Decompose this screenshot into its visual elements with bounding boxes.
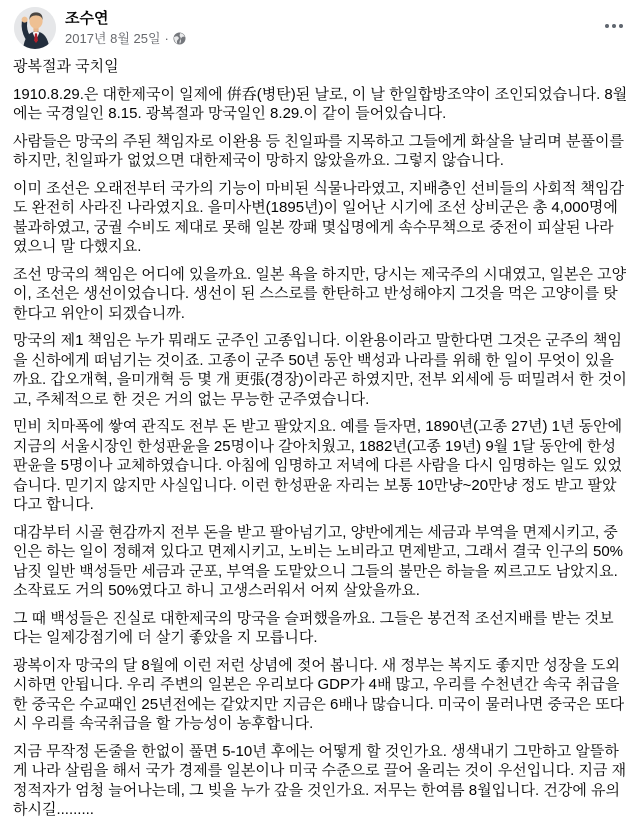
author-name[interactable]: 조수연 [65,10,109,27]
more-options-button[interactable] [602,16,626,36]
post-paragraph: 이미 조선은 오래전부터 국가의 기능이 마비된 식물나라였고, 지배층인 선비들의 사회적 책임감도 완전히 사라진 나라였지요. 을미사변(1895년)이 일어난 시기에 조선 상비군은 총 4,000명에 불과하였고, 궁궐 수비도 제대로 못해 일본 깡패 몇십명에게 속수무책으로 중전이 피살된 나라였으니 말 다했지요. [13,179,624,255]
post-paragraph: 지금 무작정 돈줄을 한없이 풀면 5-10년 후에는 어떻게 할 것인가요. 생색내기 그만하고 알뜰하게 나라 살림을 해서 국가 경제를 일본이나 미국 수준으로 끌어 올리는 것이 우선입니다. 지금 재정적자가 엄청 늘어나는데, 그 빚을 누가 갚을 것인가요. 저무는 한여름 8월입니다. 건강에 유의하시길......... [13,742,627,818]
post-paragraph: 망국의 제1 책임은 누가 뭐래도 군주인 고종입니다. 이완용이라고 말한다면 그것은 군주의 책임을 신하에게 떠넘기는 것이죠. 고종이 군주 50년 동안 백성과 나라를 위해 한 일이 무엇이 있을까요. 갑오개혁, 을미개혁 등 몇 개 更張(경장)이라곤 하였지만, 전부 외세에 등 떠밀려서 한 것이고, 주체적으로 한 것은 거의 없는 무능한 군주였습니다. [13,332,627,408]
post-title: 광복절과 국치일 [13,58,119,75]
ellipsis-icon [619,24,623,28]
post-paragraph: 사람들은 망국의 주된 책임자로 이완용 등 친일파를 지목하고 그들에게 화살을 날리며 분풀이를 하지만, 친일파가 없었으면 대한제국이 망하지 않았을까요. 그렇지 않습니다. [13,132,624,169]
ellipsis-icon [612,24,616,28]
post-header-info [65,7,186,47]
ellipsis-icon [605,24,609,28]
post-paragraph: 민비 치마폭에 쌓여 관직도 전부 돈 받고 팔았지요. 예를 들자면, 1890년(고종 27년) 1년 동안에 지금의 서울시장인 한성판윤을 25명이나 갈아치웠고, 1882년(고종 19년) 9월 1달 동안에 한성판윤을 5명이나 교체하였습니다. 아침에 임명하고 저녁에 다른 사람을 다시 임명하는 일도 있었습니다. 믿기지 않지만 사실입니다. 이런 한성판윤 자리는 보통 10만냥~20만냥 정도 받고 팔았다고 합니다. [13,418,623,513]
post-paragraph: 그 때 백성들은 진실로 대한제국의 망국을 슬퍼했을까요. 그들은 봉건적 조선지배를 받는 것보다는 일제강점기에 더 살기 좋았을 지 모릅니다. [13,609,614,646]
profile-photo-icon[interactable] [14,7,56,49]
post-date[interactable]: 2017년 8월 25일 [65,31,161,46]
post-body-text [0,53,640,820]
post-paragraph: 대감부터 시골 현감까지 전부 돈을 받고 팔아넘기고, 양반에게는 세금과 부역을 면제시키고, 중인은 하는 일이 정해져 있다고 면제시키고, 노비는 노비라고 면제받고, 그래서 결국 인구의 50% 남짓 일반 백성들만 세금과 군포, 부역을 도맡았으니 그들의 불만은 하늘을 찌르고도 남았지요. 소작료도 거의 50%였다고 하니 고생스러워서 어찌 살았을까요. [13,523,624,599]
meta-separator: · [164,31,169,46]
post-paragraph: 광복이자 망국의 달 8월에 이런 저런 상념에 젖어 봅니다. 새 정부는 복지도 좋지만 성장을 도외시하면 안됩니다. 우리 주변의 일본은 우리보다 GDP가 4배 많고, 우리를 수천년간 속국 취급을 한 중국은 수교때인 25년전에는 같았지만 지금은 6배나 많습니다. 미국이 물러나면 중국은 또다시 우리를 속국취급을 할 가능성이 농후합니다. [13,656,625,732]
post-paragraph: 1910.8.29.은 대한제국이 일제에 倂呑(병탄)된 날로, 이 날 한일합방조약이 조인되었습니다. 8월에는 국경일인 8.15. 광복절과 망국일인 8.29.이 같이 들어있습니다. [13,85,628,122]
post-meta-row [65,30,186,47]
post-header [0,0,640,53]
post-paragraph: 조선 망국의 책임은 어디에 있을까요. 일본 욕을 하지만, 당시는 제국주의 시대였고, 일본은 고양이, 조선은 생선이었습니다. 생선이 된 스스로를 한탄하고 반성해야지 그것을 먹은 고양이를 탓한다고 위안이 되겠습니까. [13,265,627,322]
globe-icon [173,32,186,45]
